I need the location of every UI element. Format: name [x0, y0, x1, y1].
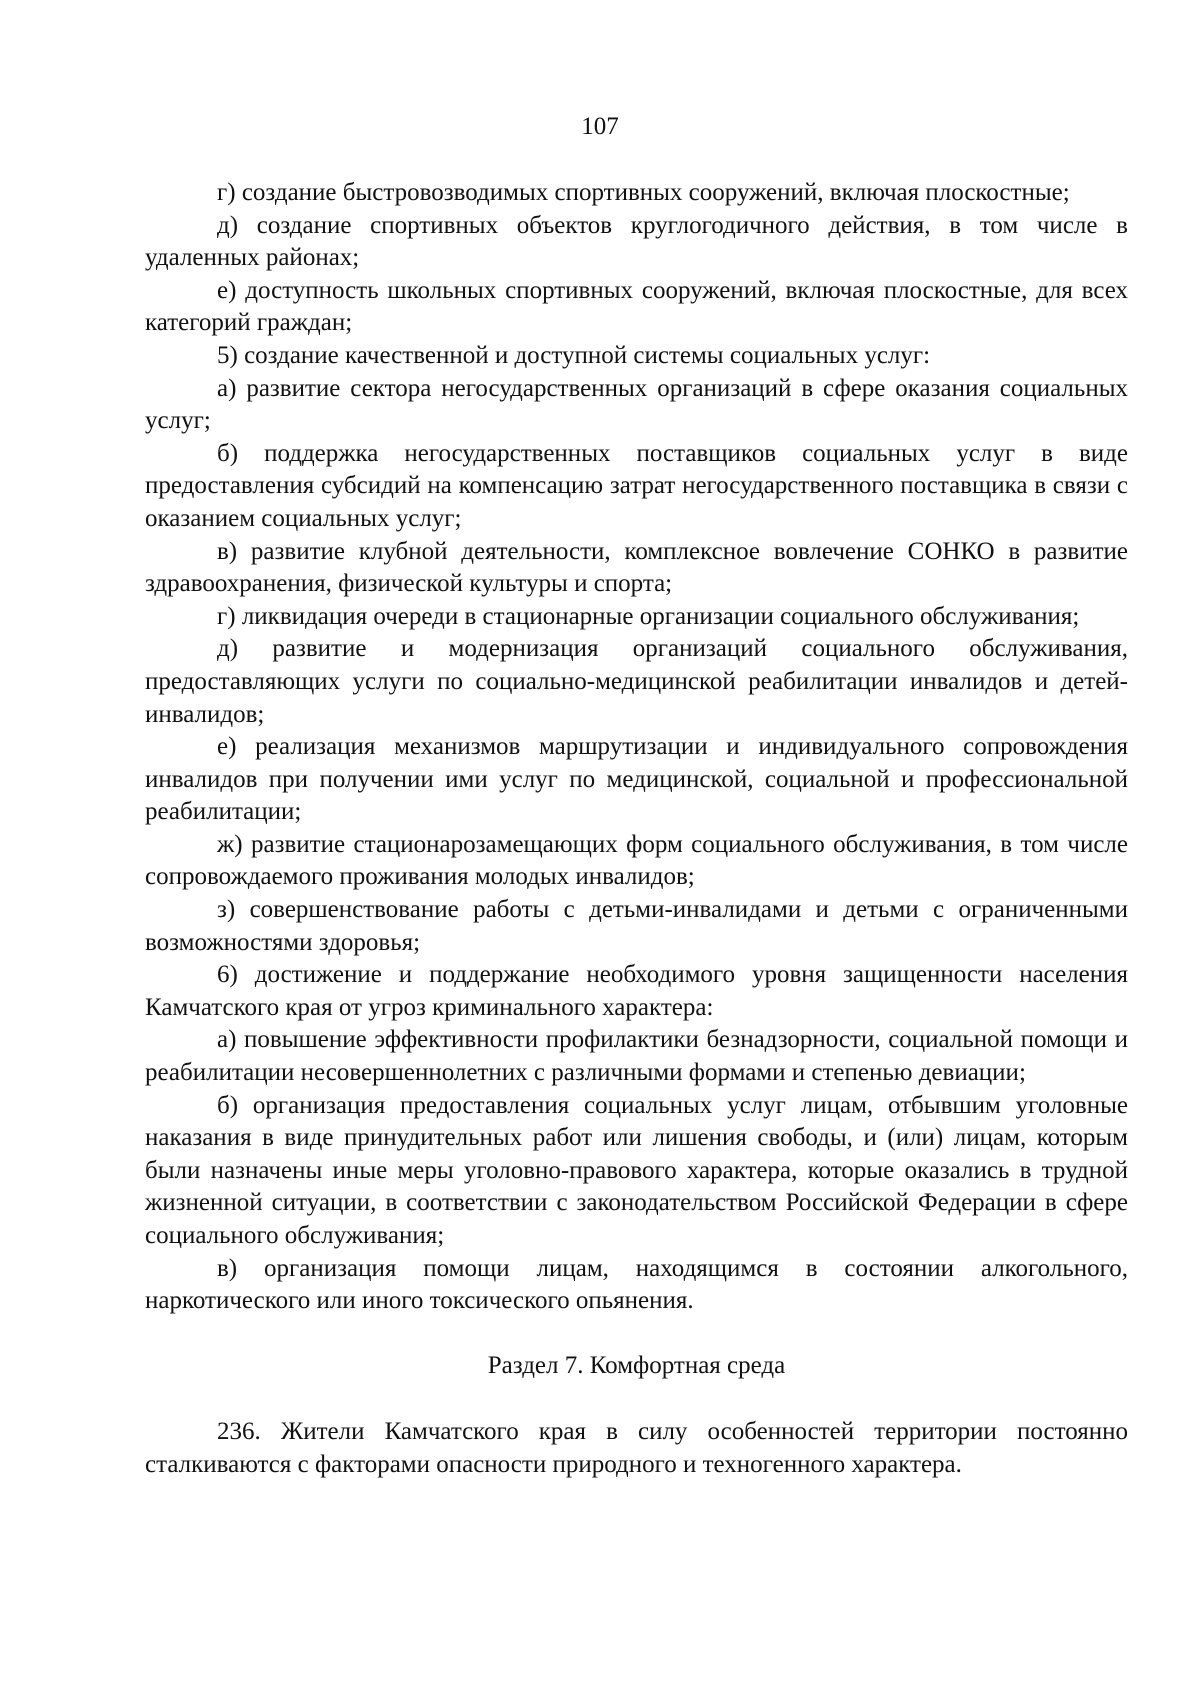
paragraph-a-nongovernmental-sector: а) развитие сектора негосударственных организаций в сфере оказания социальных услуг;	[145, 374, 1128, 435]
paragraph-zh-substitute-forms: ж) развитие стационарозамещающих форм социального обслуживания, в том числе сопровождаемого проживания молодых инвалидов;	[145, 830, 1128, 891]
paragraph-e-routing-mechanisms: е) реализация механизмов маршрутизации и индивидуального сопровождения инвалидов при получении ими услуг по медицинской, социальной и профессиональной реабилитации;	[145, 733, 1128, 826]
paragraph-z-work-with-children: з) совершенствование работы с детьми-инвалидами и детьми с ограниченными возможностями здоровья;	[145, 896, 1128, 956]
paragraph-d-modernization: д) развитие и модернизация организаций социального обслуживания, предоставляющих услуги по социально-медицинской реабилитации инвалидов и детей-инвалидов;	[145, 635, 1128, 728]
paragraph-236: 236. Жители Камчатского края в силу особенностей территории постоянно сталкиваются с факторами опасности природного и техногенного характера.	[145, 1418, 1128, 1478]
paragraph-b-subsidies: б) поддержка негосударственных поставщиков социальных услуг в виде предоставления субсидий на компенсацию затрат негосударственного поставщика в связи с оказанием социальных услуг;	[145, 439, 1128, 532]
paragraph-a-prevention: а) повышение эффективности профилактики безнадзорности, социальной помощи и реабилитации несовершеннолетних с различными формами и степенью девиации;	[145, 1026, 1128, 1087]
page-number: 107	[581, 113, 619, 140]
paragraph-e-school-facilities: е) доступность школьных спортивных сооружений, включая плоскостные, для всех категорий граждан;	[145, 276, 1128, 337]
paragraph-v-intoxication-help: в) организация помощи лицам, находящимся в состоянии алкогольного, наркотического или иного токсического опьянения.	[145, 1254, 1128, 1315]
section-heading: Раздел 7. Комфортная среда	[487, 1351, 786, 1379]
paragraph-g-queue-elimination: г) ликвидация очереди в стационарные организации социального обслуживания;	[217, 602, 1080, 630]
paragraph-v-club-activity: в) развитие клубной деятельности, комплексное вовлечение СОНКО в развитие здравоохранения, физической культуры и спорта;	[145, 537, 1128, 598]
paragraph-d-year-round-facilities: д) создание спортивных объектов круглогодичного действия, в том числе в удаленных районах;	[145, 211, 1128, 272]
paragraph-5-social-services: 5) создание качественной и доступной системы социальных услуг:	[217, 341, 931, 369]
paragraph-b-released-persons: б) организация предоставления социальных услуг лицам, отбывшим уголовные наказания в виде принудительных работ или лишения свободы, и (или) лицам, которым были назначены иные меры уголовно-правового характера, которые оказались в трудной жизненной ситуации, в соответствии с законодательством Российской Федерации в сфере социального обслуживания;	[145, 1091, 1128, 1249]
paragraph-g-sports-facilities: г) создание быстровозводимых спортивных сооружений, включая плоскостные;	[217, 179, 1070, 206]
document-body	[145, 177, 1128, 1482]
paragraph-6-security-level: 6) достижение и поддержание необходимого уровня защищенности населения Камчатского края от угроз криминального характера:	[145, 961, 1128, 1021]
